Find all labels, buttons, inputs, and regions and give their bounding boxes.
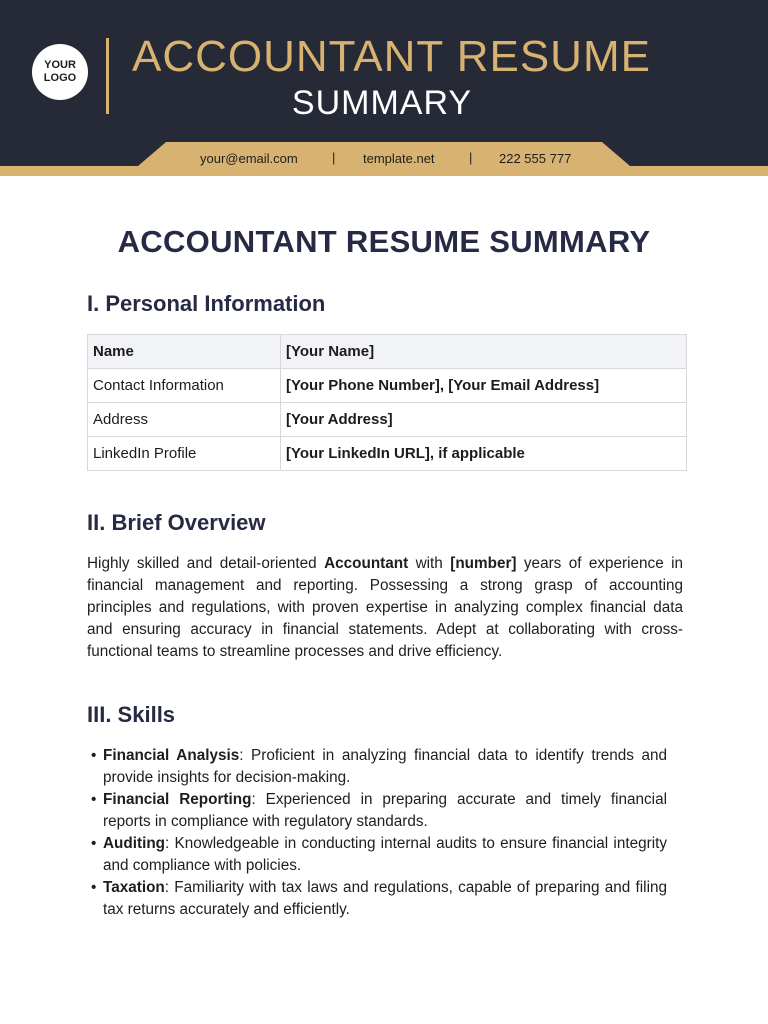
table-row [88,403,687,437]
skill-description: : Experienced in preparing accurate and timely financial reports in compliance with regulatory standards. [103,791,667,830]
document-title: ACCOUNTANT RESUME SUMMARY [117,224,651,259]
list-item [91,877,667,921]
table-cell-value: [Your LinkedIn URL], if applicable [281,437,687,471]
logo-badge [32,44,88,100]
header-title: ACCOUNTANT RESUME [132,32,651,81]
contact-separator: | [332,150,336,165]
table-cell-value: [Your Address] [281,403,687,437]
list-item [91,833,667,877]
skills-list [91,745,667,921]
overview-paragraph [87,553,683,663]
table-cell-label: Contact Information [88,369,281,403]
bullet-icon: • [91,835,97,852]
header-divider [106,38,109,114]
overview-text: years of experience in financial management and reporting. Possessing a strong grasp of accounting principles and regulations, with proven expertise in analyzing complex financial data and ensuring accuracy in financial statements. Adept at collaborating with cross-functional teams to streamline processes and drive efficiency. [87,555,684,660]
skill-name: Financial Analysis [103,747,240,764]
table-row [88,369,687,403]
section-heading-brief-overview: II. Brief Overview [87,510,266,535]
contact-phone: 222 555 777 [499,151,572,166]
list-item [91,745,667,789]
bullet-icon: • [91,791,97,808]
logo-text: YOUR LOGO [43,59,77,84]
overview-bold-number: [number] [450,555,517,572]
overview-text: with [408,555,451,572]
skill-name: Auditing [103,835,166,852]
contact-separator: | [469,150,473,165]
bullet-icon: • [91,747,97,764]
contact-website: template.net [363,151,435,166]
table-row [88,335,687,369]
table-cell-label: Name [88,335,281,369]
skill-name: Financial Reporting [103,791,252,808]
header-background [0,0,768,166]
skill-name: Taxation [103,879,165,896]
table-cell-value: [Your Name] [281,335,687,369]
skill-description: : Proficient in analyzing financial data to identify trends and provide insights for decision-making. [103,747,667,786]
personal-information-table [87,334,687,471]
contact-email: your@email.com [200,151,298,166]
table-row [88,437,687,471]
skill-description: : Knowledgeable in conducting internal audits to ensure financial integrity and compliance with policies. [103,835,667,874]
overview-bold-role: Accountant [324,555,409,572]
list-item [91,789,667,833]
bullet-icon: • [91,879,97,896]
table-cell-label: Address [88,403,281,437]
section-heading-personal-information: I. Personal Information [87,291,326,316]
overview-text: Highly skilled and detail-oriented [87,555,325,572]
table-cell-value: [Your Phone Number], [Your Email Address] [281,369,687,403]
header-subtitle: SUMMARY [291,84,473,122]
table-cell-label: LinkedIn Profile [88,437,281,471]
header-banner [0,0,768,176]
section-heading-skills: III. Skills [87,702,176,727]
skill-description: : Familiarity with tax laws and regulations, capable of preparing and filing tax returns accurately and efficiently. [103,879,667,918]
